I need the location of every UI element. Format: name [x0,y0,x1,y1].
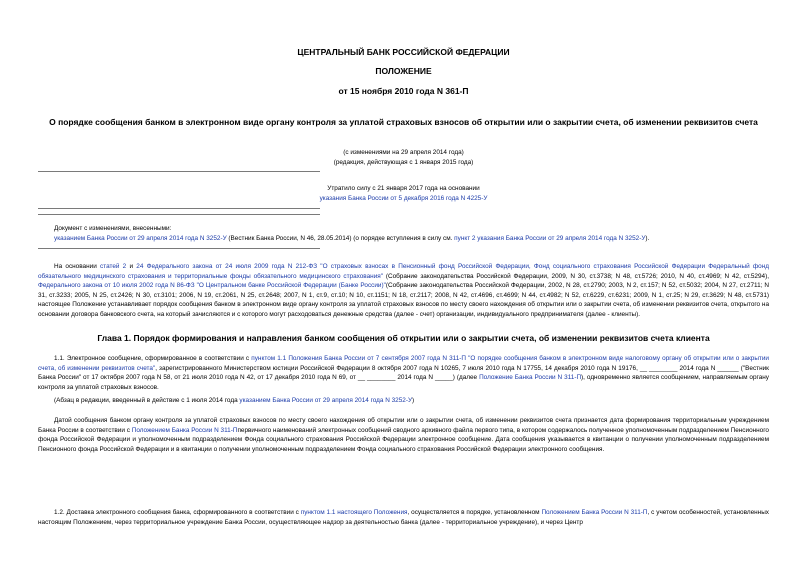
regulation-311p-procedure-link[interactable]: Положением Банка России N 311-П [541,509,648,516]
chapter-1-title: Глава 1. Порядок формирования и направления банком сообщения об открытии или о закрытии счета, об изменении реквизитов счета клиента [97,333,710,343]
law-86-link[interactable]: Федерального закона от 10 июля 2002 года N 86-ФЗ "О Центральном банке Российской Федерации (Банке России)" [38,282,386,290]
law-212-articles-link[interactable]: статей 2 [100,263,127,270]
paragraph-1-1: 1.1. Электронное сообщение, сформированное в соответствии с пунктом 1.1 Положения Банка России от 7 сентября 2007 года N 311-П "О порядке сообщения банком в электронном виде налоговому органу об открытии или о закрытии счета, об изменении реквизитов счета", зарегистрированного Министерством юстиции Российской Федерации 8 октября 2007 года N 10265, 7 июля 2010 года N 17755, 14 декабря 2010 года N 19176, __ ________ 2014 года N ______ ("Вестник Банка России" от 17 октября 2007 года N 58, от 21 июля 2010 года N 42, от 17 декабря 2010 года N 69, от __ ________ 2014 года N _____) (далее Положение Банка России N 311-П), одновременно является сообщением, направляемым органу контроля за уплатой страховых взносов. [38,355,770,391]
regulation-311p-short-link[interactable]: Положение Банка России N 311-П [479,374,582,382]
document-type: ПОЛОЖЕНИЕ [375,66,432,76]
amendments-line [54,234,774,243]
amendment-text: (Вестник Банка России, N 46, 28.05.2014) (о порядке вступления в силу см. [226,235,455,242]
lapsed-link[interactable]: указания Банка России от 5 декабря 2016 года N 4225-У [319,195,488,202]
document-date: от 15 ноября 2010 года N 361-П [338,86,469,96]
amendment-text-end: ). [645,235,650,242]
amendment-note-link[interactable]: указанием Банка России от 29 апреля 2014 года N 3252-У [239,397,413,404]
amendment-link[interactable]: указанием Банка России от 29 апреля 2014 года N 3252-У [54,235,227,242]
preamble-paragraph: На основании статей 2 и 24 Федерального закона от 24 июля 2009 года N 212-ФЗ "О страховых взносах в Пенсионный фонд Российской Федерации, Фонд социального страхования Российской Федерации Федеральный фонд обязательного медицинского страхования и территориальные фонды обязательного медицинского страхования" (Собрание законодательства Российской Федерации, 2009, N 30, ст.3738; N 48, ст.5726; 2010, N 40, ст.4969; N 42, ст.5294), Федерального закона от 10 июля 2002 года N 86-ФЗ "О Центральном банке Российской Федерации (Банке России)"(Собрание законодательства Российской Федерации, 2002, N 28, ст.2790; 2003, N 2, ст.157; N 52, ст.5032; 2004, N 27, ст.2711; N 31, ст.3233; 2005, N 25, ст.2426; N 30, ст.3101; 2006, N 19, ст.2061, N 25, ст.2648; 2007, N 1, ст.9, ст.10; N 10, ст.1151; N 18, ст.2117; 2008, N 42, ст.4696, ст.4699; N 44, ст.4982; N 52, ст.6229, ст.6231; 2009, N 1, ст.25; N 29, ст.3629; N 48, ст.5731) настоящее Положение устанавливает порядок сообщения банком в электронном виде органу контроля за уплатой страховых взносов по месту своего нахождения об открытии или о закрытии счета, об изменении реквизитов счета, открытого на основании договора банковского счета, на который зачисляются и с которого могут расходоваться денежные средства (далее - счет) организации, индивидуального предпринимателя (далее - клиенты). [38,263,769,318]
document-title: О порядке сообщения банком в электронном виде органу контроля за уплатой страховых взносов об открытии или о закрытии счета, об изменении реквизитов счета [49,117,758,127]
divider-line [38,214,320,215]
lapsed-link-wrap [0,194,807,203]
divider-line [38,208,320,209]
amendments-label: Документ с изменениями, внесенными: [54,225,172,232]
lapsed-note: Утратило силу с 21 января 2017 года на основании [327,185,480,192]
law-212-link[interactable]: 24 Федерального закона от 24 июля 2009 года N 212-ФЗ "О страховых взносах в Пенсионный фонд Российской Федерации, Фонд социального страхования Российской Федерации Федеральный фонд обязательного медицинского страхования и территориальные фонды обязательного медицинского страхования" [38,263,769,280]
amendment-clause-link[interactable]: пункт 2 указания Банка России от 29 апреля 2014 года N 3252-У [454,235,646,242]
clause-1-1-link[interactable]: пунктом 1.1 настоящего Положения [300,509,408,516]
bank-name: ЦЕНТРАЛЬНЫЙ БАНК РОССИЙСКОЙ ФЕДЕРАЦИИ [297,47,510,57]
edition-note-2: (редакция, действующая с 1 января 2015 года) [333,159,474,166]
edition-note-1: (с изменениями на 29 апреля 2014 года) [343,149,464,156]
divider-line [38,171,320,172]
paragraph-1-2: 1.2. Доставка электронного сообщения банка, сформированного в соответствии с пунктом 1.1 настоящего Положения, осуществляется в порядке, установленном Положением Банка России N 311-П, с учетом особенностей, установленных настоящим Положением, через территориальное учреждение Банка России, осуществляющее надзор за деятельностью банка (далее - территориальное учреждение), и через Центр [38,509,769,526]
regulation-311p-ref-link[interactable]: Положением Банка России N 311-П [131,426,238,434]
paragraph-1-1-note: (Абзац в редакции, введенный в действие с 1 июля 2014 года указанием Банка России от 29 апреля 2014 года N 3252-У) [54,397,415,404]
regulation-311p-link[interactable]: пунктом 1.1 Положения Банка России от 7 сентября 2007 года N 311-П "О порядке сообщения банком в электронном виде налоговому органу об открытии или о закрытии счета, об изменении реквизитов счета" [38,355,769,372]
paragraph-report-date: Датой сообщения банком органу контроля за уплатой страховых взносов по месту своего нахождения об открытии или о закрытии счета, об изменении реквизитов счета признается дата формирования территориальным учреждением Банка России в соответствии с Положением Банка России N 311-Ппервичного наименований электронных сообщений сводного архивного файла первого типа, в котором содержалось полученное уполномоченным подразделением Пенсионного фонда Российской Федерации и уполномоченным подразделением Фонда социального страхования Российской Федерации электронное сообщение. Дата сообщения указывается в квитанции о получении уполномоченным подразделением Пенсионного фонда Российской Федерации и в квитанции о получении уполномоченным подразделением Фонда социального страхования Российской Федерации электронного сообщения. [38,417,769,453]
divider-line [38,248,320,249]
